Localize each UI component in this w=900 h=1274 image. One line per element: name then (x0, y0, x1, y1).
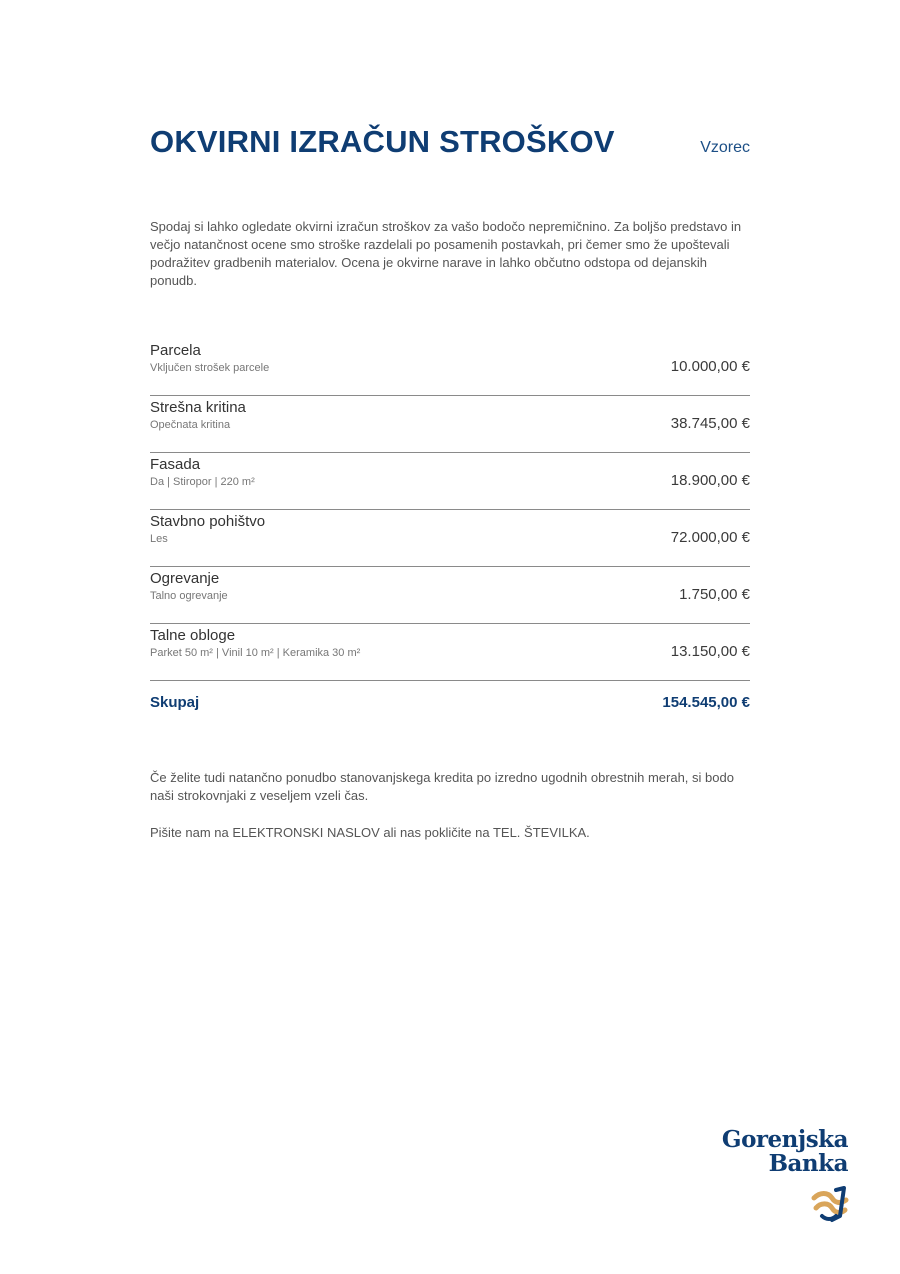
cost-item-label: Talne obloge (150, 627, 236, 644)
cost-row-ogrevanje (150, 568, 750, 624)
cost-item-amount: 1.750,00 € (679, 586, 750, 603)
cost-item-detail: Vključen strošek parcele (150, 362, 270, 374)
cost-item-amount: 10.000,00 € (670, 358, 750, 375)
cost-item-label: Stavbno pohištvo (150, 513, 266, 530)
cost-item-detail: Parket 50 m² | Vinil 10 m² | Keramika 30 m² (150, 647, 361, 659)
sample-label: Vzorec (700, 139, 750, 156)
cost-row-parcela (150, 340, 750, 396)
contact-paragraph: Če želite tudi natančno ponudbo stanovanjskega kredita po izredno ugodnih obrestnih merah, si bodo naši strokovnjaki z veseljem vzeli čas. (150, 770, 734, 803)
cost-item-detail: Les (150, 533, 168, 545)
logo-line-1: Gorenjska (721, 1126, 848, 1153)
cost-item-amount: 38.745,00 € (670, 415, 750, 432)
logo-mark-icon (810, 1184, 850, 1224)
cost-item-label: Strešna kritina (150, 399, 246, 416)
cost-row-talne-obloge (150, 625, 750, 681)
total-row (150, 681, 750, 721)
cost-item-label: Ogrevanje (150, 570, 220, 587)
cost-row-stavbno-pohistvo (150, 511, 750, 567)
logo-line-2: Banka (768, 1150, 848, 1177)
cost-item-amount: 72.000,00 € (670, 529, 750, 546)
page-header (150, 124, 750, 174)
page-title: OKVIRNI IZRAČUN STROŠKOV (150, 124, 615, 159)
cost-item-label: Parcela (150, 342, 201, 359)
cost-table (150, 340, 750, 721)
cost-item-label: Fasada (150, 456, 201, 473)
cost-item-detail: Opečnata kritina (150, 419, 231, 431)
cost-item-detail: Talno ogrevanje (150, 590, 228, 602)
intro-paragraph: Spodaj si lahko ogledate okvirni izračun stroškov za vašo bodočo nepremičnino. Za boljšo predstavo in večjo natančnost ocene smo stroške razdelali po posamenih postavkah, pri čemer smo že upoštevali podražitev gradbenih materialov. Ocena je okvirne narave in lahko občutno odstopa od dejanskih ponudb. (150, 219, 742, 288)
cost-row-fasada (150, 454, 750, 510)
gorenjska-banka-logo (712, 1128, 852, 1228)
cost-item-amount: 13.150,00 € (670, 643, 750, 660)
total-label: Skupaj (150, 694, 200, 711)
logo-wordmark (722, 1128, 848, 1176)
cost-row-stresna-kritina (150, 397, 750, 453)
cost-item-detail: Da | Stiropor | 220 m² (150, 476, 255, 488)
contact-info-paragraph: Pišite nam na ELEKTRONSKI NASLOV ali nas pokličite na TEL. ŠTEVILKA. (150, 825, 590, 840)
cost-item-amount: 18.900,00 € (670, 472, 750, 489)
total-amount: 154.545,00 € (662, 694, 750, 711)
